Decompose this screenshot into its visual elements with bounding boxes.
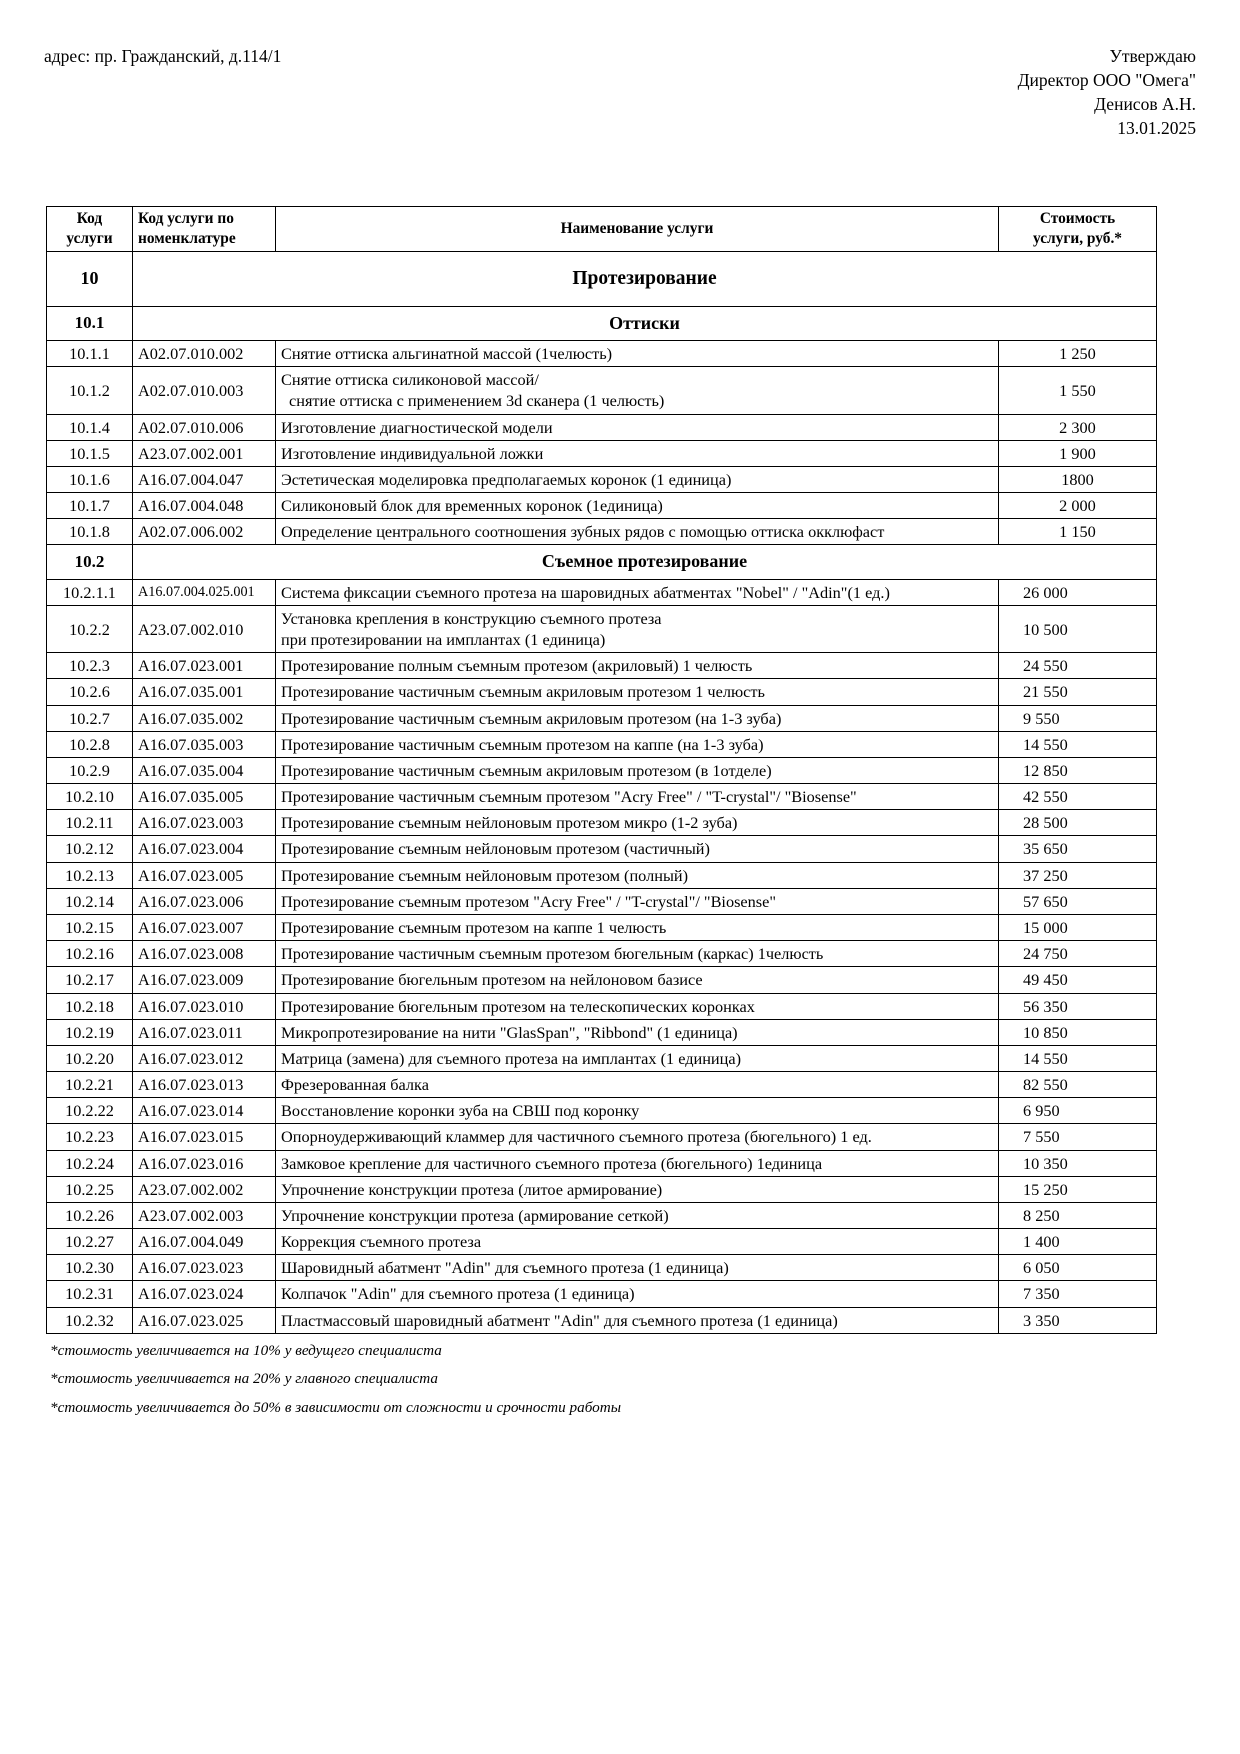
- row-nomenclature: A16.07.023.013: [133, 1072, 276, 1098]
- row-price: 6 050: [999, 1255, 1157, 1281]
- row-price: 1800: [999, 466, 1157, 492]
- row-code: 10.2.30: [47, 1255, 133, 1281]
- row-code: 10.2.9: [47, 757, 133, 783]
- row-nomenclature: A16.07.023.001: [133, 653, 276, 679]
- row-code: 10.2.12: [47, 836, 133, 862]
- row-price: 1 900: [999, 440, 1157, 466]
- row-service-name: Коррекция съемного протеза: [276, 1229, 999, 1255]
- row-nomenclature: A16.07.023.005: [133, 862, 276, 888]
- table-row: [47, 653, 1157, 679]
- row-code: 10.2.24: [47, 1150, 133, 1176]
- row-price: 15 250: [999, 1176, 1157, 1202]
- row-nomenclature: A02.07.010.003: [133, 367, 276, 414]
- row-service-name: Упрочнение конструкции протеза (литое армирование): [276, 1176, 999, 1202]
- row-nomenclature: A16.07.023.009: [133, 967, 276, 993]
- row-price: 14 550: [999, 1045, 1157, 1071]
- row-service-name-line1: Снятие оттиска силиконовой массой/: [281, 370, 539, 390]
- column-header-price-line1: Стоимость: [1039, 209, 1116, 227]
- row-code: 10.2.25: [47, 1176, 133, 1202]
- row-service-name: [276, 367, 999, 414]
- row-price: 57 650: [999, 888, 1157, 914]
- section-title: Оттиски: [133, 306, 1157, 340]
- section-title: Съемное протезирование: [133, 545, 1157, 579]
- row-service-name: Замковое крепление для частичного съемного протеза (бюгельного) 1единица: [276, 1150, 999, 1176]
- table-row: [47, 1255, 1157, 1281]
- row-nomenclature: A23.07.002.001: [133, 440, 276, 466]
- row-service-name: Изготовление индивидуальной ложки: [276, 440, 999, 466]
- row-price: 6 950: [999, 1098, 1157, 1124]
- column-header-code-line2: услуги: [66, 229, 113, 247]
- row-nomenclature: A16.07.023.014: [133, 1098, 276, 1124]
- table-row: [47, 519, 1157, 545]
- row-service-name: Протезирование частичным съемным протезом бюгельным (каркас) 1челюсть: [276, 941, 999, 967]
- table-row: [47, 941, 1157, 967]
- row-service-name: Снятие оттиска альгинатной массой (1челюсть): [276, 340, 999, 366]
- row-code: 10.1.1: [47, 340, 133, 366]
- row-nomenclature: A02.07.006.002: [133, 519, 276, 545]
- row-nomenclature: A16.07.004.048: [133, 493, 276, 519]
- approval-date: 13.01.2025: [1117, 118, 1196, 139]
- row-price: 15 000: [999, 914, 1157, 940]
- document-header: [44, 44, 1196, 141]
- row-code: 10.2.19: [47, 1019, 133, 1045]
- row-code: 10.1.7: [47, 493, 133, 519]
- table-row: [47, 340, 1157, 366]
- row-nomenclature: A16.07.023.012: [133, 1045, 276, 1071]
- row-code: 10.2.11: [47, 810, 133, 836]
- row-code: 10.2.3: [47, 653, 133, 679]
- row-nomenclature: A16.07.023.007: [133, 914, 276, 940]
- row-code: 10.2.18: [47, 993, 133, 1019]
- row-nomenclature: A16.07.004.025.001: [133, 579, 276, 605]
- row-code: 10.1.2: [47, 367, 133, 414]
- row-code: 10.2.31: [47, 1281, 133, 1307]
- row-code: 10.2.27: [47, 1229, 133, 1255]
- row-code: 10.2.32: [47, 1307, 133, 1333]
- row-service-name: Упрочнение конструкции протеза (армирование сеткой): [276, 1202, 999, 1228]
- column-header-price: [999, 206, 1157, 251]
- table-row: [47, 466, 1157, 492]
- row-service-name: Опорноудерживающий кламмер для частичного съемного протеза (бюгельного) 1 ед.: [276, 1124, 999, 1150]
- row-service-name: Протезирование частичным съемным протезом на каппе (на 1-3 зуба): [276, 731, 999, 757]
- footnote-2: *стоимость увеличивается на 20% у главного специалиста: [50, 1370, 438, 1388]
- row-price: 21 550: [999, 679, 1157, 705]
- row-nomenclature: A16.07.035.005: [133, 784, 276, 810]
- table-header-row: [47, 206, 1157, 251]
- section-row: [47, 545, 1157, 579]
- column-header-nomenclature: [133, 206, 276, 251]
- table-row: [47, 888, 1157, 914]
- row-code: 10.2.6: [47, 679, 133, 705]
- column-header-code-line1: Код: [76, 209, 103, 227]
- column-header-code: [47, 206, 133, 251]
- row-nomenclature: A16.07.004.047: [133, 466, 276, 492]
- row-service-name: Система фиксации съемного протеза на шаровидных абатментах "Nobel" / "Adin"(1 ед.): [276, 579, 999, 605]
- row-service-name-line1: Установка крепления в конструкцию съемного протеза: [281, 608, 662, 628]
- table-row: [47, 493, 1157, 519]
- column-header-price-line2: услуги, руб.*: [1032, 229, 1123, 247]
- row-code: 10.1.6: [47, 466, 133, 492]
- row-nomenclature: A16.07.023.004: [133, 836, 276, 862]
- row-price: 10 500: [999, 605, 1157, 652]
- row-price: 12 850: [999, 757, 1157, 783]
- table-row: [47, 579, 1157, 605]
- row-nomenclature: A16.07.023.010: [133, 993, 276, 1019]
- row-nomenclature: A16.07.035.003: [133, 731, 276, 757]
- row-price: 1 250: [999, 340, 1157, 366]
- table-row: [47, 1176, 1157, 1202]
- table-row: [47, 731, 1157, 757]
- row-nomenclature: A16.07.023.023: [133, 1255, 276, 1281]
- row-service-name: Силиконовый блок для временных коронок (1единица): [276, 493, 999, 519]
- row-service-name: Определение центрального соотношения зубных рядов с помощью оттиска окклюфаст: [276, 519, 999, 545]
- row-service-name: Протезирование съемным нейлоновым протезом микро (1-2 зуба): [276, 810, 999, 836]
- row-service-name: Протезирование частичным съемным акриловым протезом (в 1отделе): [276, 757, 999, 783]
- table-row: [47, 914, 1157, 940]
- row-code: 10.2.21: [47, 1072, 133, 1098]
- row-service-name: Протезирование бюгельным протезом на нейлоновом базисе: [276, 967, 999, 993]
- row-service-name: Восстановление коронки зуба на СВШ под коронку: [276, 1098, 999, 1124]
- row-nomenclature: A02.07.010.002: [133, 340, 276, 366]
- footnote-3: *стоимость увеличивается до 50% в зависимости от сложности и срочности работы: [50, 1399, 622, 1417]
- row-service-name: Протезирование съемным нейлоновым протезом (полный): [276, 862, 999, 888]
- table-row: [47, 1124, 1157, 1150]
- row-service-name: Микропротезирование на нити "GlasSpan", "Ribbond" (1 единица): [276, 1019, 999, 1045]
- row-price: 7 350: [999, 1281, 1157, 1307]
- table-row: [47, 605, 1157, 652]
- row-service-name: [276, 605, 999, 652]
- row-code: 10.2.16: [47, 941, 133, 967]
- row-service-name: Пластмассовый шаровидный абатмент "Adin" для съемного протеза (1 единица): [276, 1307, 999, 1333]
- row-service-name: Протезирование съемным протезом на каппе 1 челюсть: [276, 914, 999, 940]
- row-service-name-line2: снятие оттиска с применением 3d сканера (1 челюсть): [289, 391, 665, 411]
- row-code: 10.2.26: [47, 1202, 133, 1228]
- table-row: [47, 1229, 1157, 1255]
- table-row: [47, 1072, 1157, 1098]
- row-service-name: Колпачок "Adin" для съемного протеза (1 единица): [276, 1281, 999, 1307]
- row-price: 56 350: [999, 993, 1157, 1019]
- row-code: 10.2.23: [47, 1124, 133, 1150]
- table-head: [47, 206, 1157, 251]
- price-table: [46, 206, 1157, 1334]
- row-price: 1 550: [999, 367, 1157, 414]
- table-row: [47, 1202, 1157, 1228]
- row-price: 1 400: [999, 1229, 1157, 1255]
- row-code: 10.1.5: [47, 440, 133, 466]
- price-table-container: [44, 206, 1196, 1334]
- table-row: [47, 367, 1157, 414]
- row-nomenclature: A16.07.023.025: [133, 1307, 276, 1333]
- row-price: 1 150: [999, 519, 1157, 545]
- table-body: [47, 251, 1157, 1333]
- group-row: [47, 251, 1157, 306]
- row-nomenclature: A16.07.023.011: [133, 1019, 276, 1045]
- row-code: 10.2.22: [47, 1098, 133, 1124]
- row-nomenclature: A02.07.010.006: [133, 414, 276, 440]
- table-row: [47, 1307, 1157, 1333]
- approval-name: Денисов А.Н.: [1094, 94, 1196, 115]
- row-service-name: Протезирование частичным съемным акриловым протезом 1 челюсть: [276, 679, 999, 705]
- row-nomenclature: A16.07.035.001: [133, 679, 276, 705]
- row-code: 10.2.13: [47, 862, 133, 888]
- row-code: 10.2.8: [47, 731, 133, 757]
- group-code: 10: [47, 251, 133, 306]
- row-code: 10.2.14: [47, 888, 133, 914]
- footnote-1: *стоимость увеличивается на 10% у ведущего специалиста: [50, 1341, 442, 1359]
- row-price: 14 550: [999, 731, 1157, 757]
- approval-block: [1018, 44, 1196, 141]
- row-code: 10.1.8: [47, 519, 133, 545]
- row-service-name: Протезирование бюгельным протезом на телескопических коронках: [276, 993, 999, 1019]
- row-code: 10.2.17: [47, 967, 133, 993]
- clinic-address: адрес: пр. Гражданский, д.114/1: [44, 46, 282, 66]
- table-row: [47, 1098, 1157, 1124]
- table-row: [47, 784, 1157, 810]
- row-service-name: Протезирование частичным съемным акриловым протезом (на 1-3 зуба): [276, 705, 999, 731]
- table-row: [47, 967, 1157, 993]
- row-code: 10.2.2: [47, 605, 133, 652]
- section-row: [47, 306, 1157, 340]
- row-nomenclature: A23.07.002.003: [133, 1202, 276, 1228]
- row-nomenclature: A16.07.023.003: [133, 810, 276, 836]
- row-price: 9 550: [999, 705, 1157, 731]
- table-row: [47, 1281, 1157, 1307]
- row-price: 10 850: [999, 1019, 1157, 1045]
- row-service-name: Шаровидный абатмент "Adin" для съемного протеза (1 единица): [276, 1255, 999, 1281]
- row-nomenclature: A16.07.035.004: [133, 757, 276, 783]
- row-service-name: Эстетическая моделировка предполагаемых коронок (1 единица): [276, 466, 999, 492]
- table-row: [47, 993, 1157, 1019]
- row-code: 10.2.10: [47, 784, 133, 810]
- row-price: 10 350: [999, 1150, 1157, 1176]
- row-nomenclature: A23.07.002.010: [133, 605, 276, 652]
- row-price: 7 550: [999, 1124, 1157, 1150]
- column-header-service-name: Наименование услуги: [276, 206, 999, 251]
- table-row: [47, 757, 1157, 783]
- table-row: [47, 679, 1157, 705]
- table-row: [47, 440, 1157, 466]
- row-nomenclature: A16.07.023.008: [133, 941, 276, 967]
- row-price: 26 000: [999, 579, 1157, 605]
- row-price: 37 250: [999, 862, 1157, 888]
- row-price: 8 250: [999, 1202, 1157, 1228]
- row-price: 35 650: [999, 836, 1157, 862]
- table-row: [47, 1150, 1157, 1176]
- row-price: 82 550: [999, 1072, 1157, 1098]
- group-title: Протезирование: [133, 251, 1157, 306]
- row-price: 24 750: [999, 941, 1157, 967]
- row-code: 10.2.20: [47, 1045, 133, 1071]
- row-price: 2 000: [999, 493, 1157, 519]
- approval-word: Утверждаю: [1109, 46, 1196, 66]
- row-price: 49 450: [999, 967, 1157, 993]
- row-code: 10.2.15: [47, 914, 133, 940]
- table-row: [47, 414, 1157, 440]
- footnotes: [44, 1343, 1196, 1417]
- section-code: 10.1: [47, 306, 133, 340]
- table-row: [47, 1019, 1157, 1045]
- row-price: 3 350: [999, 1307, 1157, 1333]
- section-code: 10.2: [47, 545, 133, 579]
- row-service-name: Изготовление диагностической модели: [276, 414, 999, 440]
- table-row: [47, 1045, 1157, 1071]
- row-nomenclature: A23.07.002.002: [133, 1176, 276, 1202]
- row-service-name: Фрезерованная балка: [276, 1072, 999, 1098]
- column-header-nomenclature-line1: Код услуги по: [138, 209, 234, 227]
- approval-director: Директор ООО "Омега": [1017, 70, 1196, 91]
- row-code: 10.1.4: [47, 414, 133, 440]
- row-service-name: Протезирование съемным нейлоновым протезом (частичный): [276, 836, 999, 862]
- row-price: 24 550: [999, 653, 1157, 679]
- row-code: 10.2.7: [47, 705, 133, 731]
- row-price: 28 500: [999, 810, 1157, 836]
- table-row: [47, 836, 1157, 862]
- column-header-nomenclature-line2: номенклатуре: [138, 229, 236, 247]
- row-nomenclature: A16.07.023.016: [133, 1150, 276, 1176]
- row-price: 42 550: [999, 784, 1157, 810]
- row-nomenclature: A16.07.035.002: [133, 705, 276, 731]
- row-service-name: Матрица (замена) для съемного протеза на имплантах (1 единица): [276, 1045, 999, 1071]
- row-nomenclature: A16.07.004.049: [133, 1229, 276, 1255]
- row-nomenclature: A16.07.023.006: [133, 888, 276, 914]
- row-nomenclature: A16.07.023.024: [133, 1281, 276, 1307]
- row-price: 2 300: [999, 414, 1157, 440]
- table-row: [47, 705, 1157, 731]
- row-service-name-line2: при протезировании на имплантах (1 единица): [281, 630, 606, 650]
- row-service-name: Протезирование съемным протезом "Acry Free" / "T-crystal"/ "Biosense": [276, 888, 999, 914]
- table-row: [47, 862, 1157, 888]
- row-code: 10.2.1.1: [47, 579, 133, 605]
- row-nomenclature: A16.07.023.015: [133, 1124, 276, 1150]
- row-service-name: Протезирование полным съемным протезом (акриловый) 1 челюсть: [276, 653, 999, 679]
- table-row: [47, 810, 1157, 836]
- row-service-name: Протезирование частичным съемным протезом "Acry Free" / "T-crystal"/ "Biosense": [276, 784, 999, 810]
